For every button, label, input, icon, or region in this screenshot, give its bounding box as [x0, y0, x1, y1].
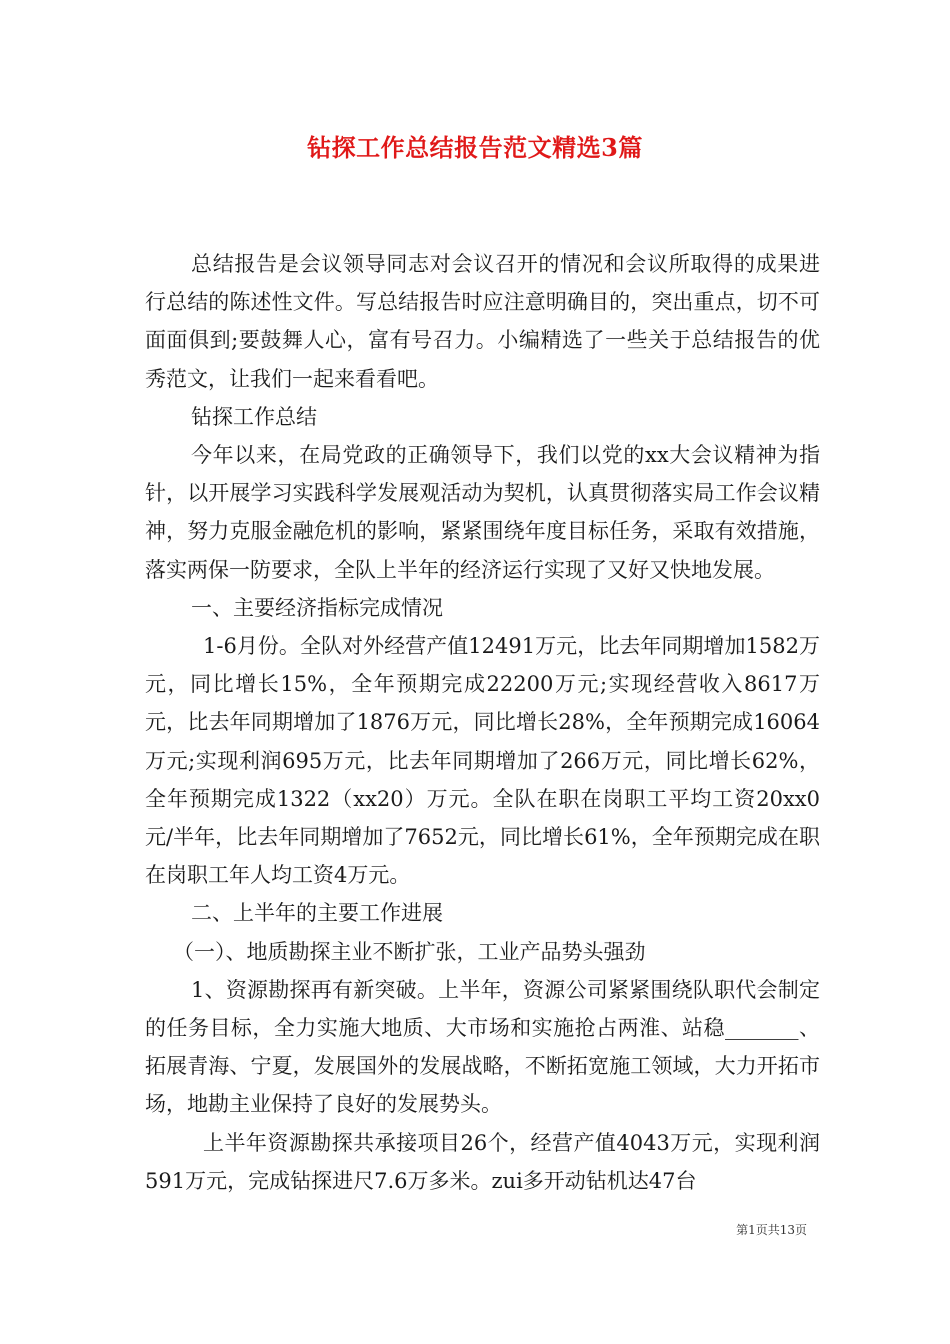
document-body	[145, 245, 820, 1200]
body-paragraph: 1、资源勘探再有新突破。上半年，资源公司紧紧围绕队职代会制定的任务目标，全力实施大地质、大市场和实施抢占两淮、站稳_______、拓展青海、宁夏，发展国外的发展战略，不断拓宽施工领域，大力开拓市场，地勘主业保持了良好的发展势头。	[145, 977, 820, 1117]
section-heading: 二、上半年的主要工作进展	[191, 901, 443, 926]
subsection-heading: （一）、地质勘探主业不断扩张，工业产品势头强劲	[173, 939, 646, 964]
body-paragraph: 今年以来，在局党政的正确领导下，我们以党的xx大会议精神为指针，以开展学习实践科学发展观活动为契机，认真贯彻落实局工作会议精神，努力克服金融危机的影响，紧紧围绕年度目标任务，采取有效措施，落实两保一防要求，全队上半年的经济运行实现了又好又快地发展。	[145, 443, 820, 582]
section-heading: 一、主要经济指标完成情况	[191, 595, 443, 620]
intro-paragraph: 总结报告是会议领导同志对会议召开的情况和会议所取得的成果进行总结的陈述性文件。写总结报告时应注意明确目的，突出重点，切不可面面俱到;要鼓舞人心，富有号召力。小编精选了一些关于总结报告的优秀范文，让我们一起来看看吧。	[145, 252, 820, 391]
page-number-footer: 第1页共13页	[736, 1223, 807, 1237]
page-title: 钻探工作总结报告范文精选3篇	[307, 133, 643, 162]
body-paragraph: 1-6月份。全队对外经营产值12491万元，比去年同期增加1582万元，同比增长15%，全年预期完成22200万元;实现经营收入8617万元，比去年同期增加了1876万元，同比增长28%，全年预期完成16064万元;实现利润695万元，比去年同期增加了266万元，同比增长62%，全年预期完成1322（xx20）万元。全队在职在岗职工平均工资20xx0元/半年，比去年同期增加了7652元，同比增长61%，全年预期完成在职在岗职工年人均工资4万元。	[145, 634, 820, 888]
body-paragraph: 上半年资源勘探共承接项目26个，经营产值4043万元，实现利润591万元，完成钻探进尺7.6万多米。zui多开动钻机达47台	[145, 1130, 820, 1193]
section-heading: 钻探工作总结	[191, 404, 317, 429]
